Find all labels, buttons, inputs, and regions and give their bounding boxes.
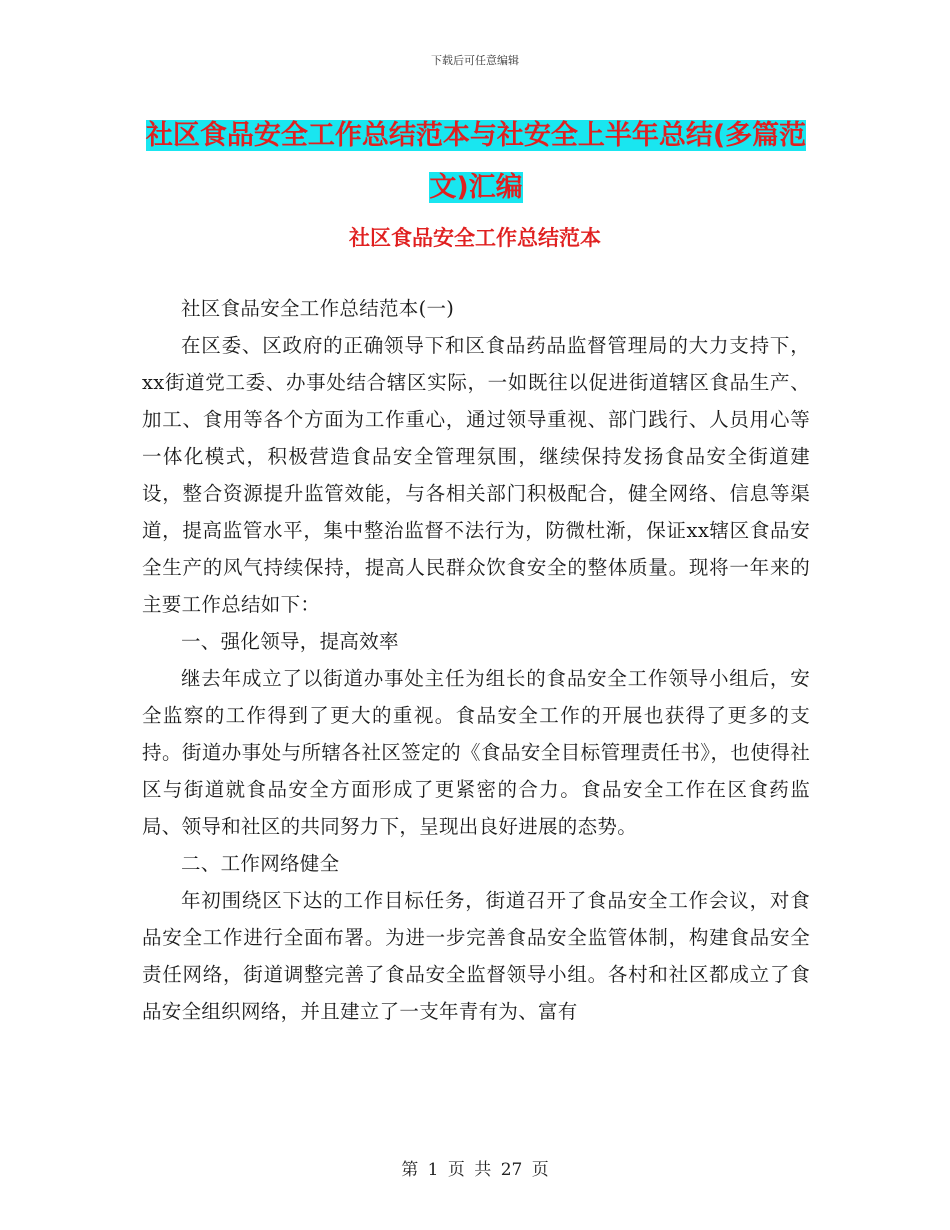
paragraph-2: 年初围绕区下达的工作目标任务，街道召开了食品安全工作会议，对食品安全工作进行全面布署。为进一步完善食品安全监管体制，构建食品安全责任网络，街道调整完善了食品安全监督领导小组。各村和社区都成立了食品安全组织网络，并且建立了一支年青有为、富有 [142, 889, 810, 1023]
paragraph-subtitle: 社区食品安全工作总结范本(一) [181, 297, 455, 320]
heading-2: 二、工作网络健全 [181, 852, 340, 875]
header-note: 下载后可任意编辑 [431, 54, 519, 67]
page-footer: 第 1 页 共 27 页 [401, 1160, 549, 1180]
paragraph-1: 继去年成立了以街道办事处主任为组长的食品安全工作领导小组后，安全监察的工作得到了更大的重视。食品安全工作的开展也获得了更多的支持。街道办事处与所辖各社区签定的《食品安全目标管理责任书》，也使得社区与街道就食品安全方面形成了更紧密的合力。食品安全工作在区食药监局、领导和社区的共同努力下，呈现出良好进展的态势。 [142, 667, 810, 838]
document-title [140, 110, 812, 214]
document-title-text: 社区食品安全工作总结范本与社安全上半年总结(多篇范文)汇编 [145, 120, 807, 203]
document-body [142, 290, 810, 1030]
heading-1: 一、强化领导，提高效率 [181, 630, 399, 653]
paragraph-intro: 在区委、区政府的正确领导下和区食品药品监督管理局的大力支持下，xx街道党工委、办事处结合辖区实际，一如既往以促进街道辖区食品生产、加工、食用等各个方面为工作重心，通过领导重视、部门践行、人员用心等一体化模式，积极营造食品安全管理氛围，继续保持发扬食品安全街道建设，整合资源提升监管效能，与各相关部门积极配合，健全网络、信息等渠道，提高监管水平，集中整治监督不法行为，防微杜渐，保证xx辖区食品安全生产的风气持续保持，提高人民群众饮食安全的整体质量。现将一年来的主要工作总结如下： [142, 334, 810, 616]
section-title: 社区食品安全工作总结范本 [349, 226, 601, 250]
